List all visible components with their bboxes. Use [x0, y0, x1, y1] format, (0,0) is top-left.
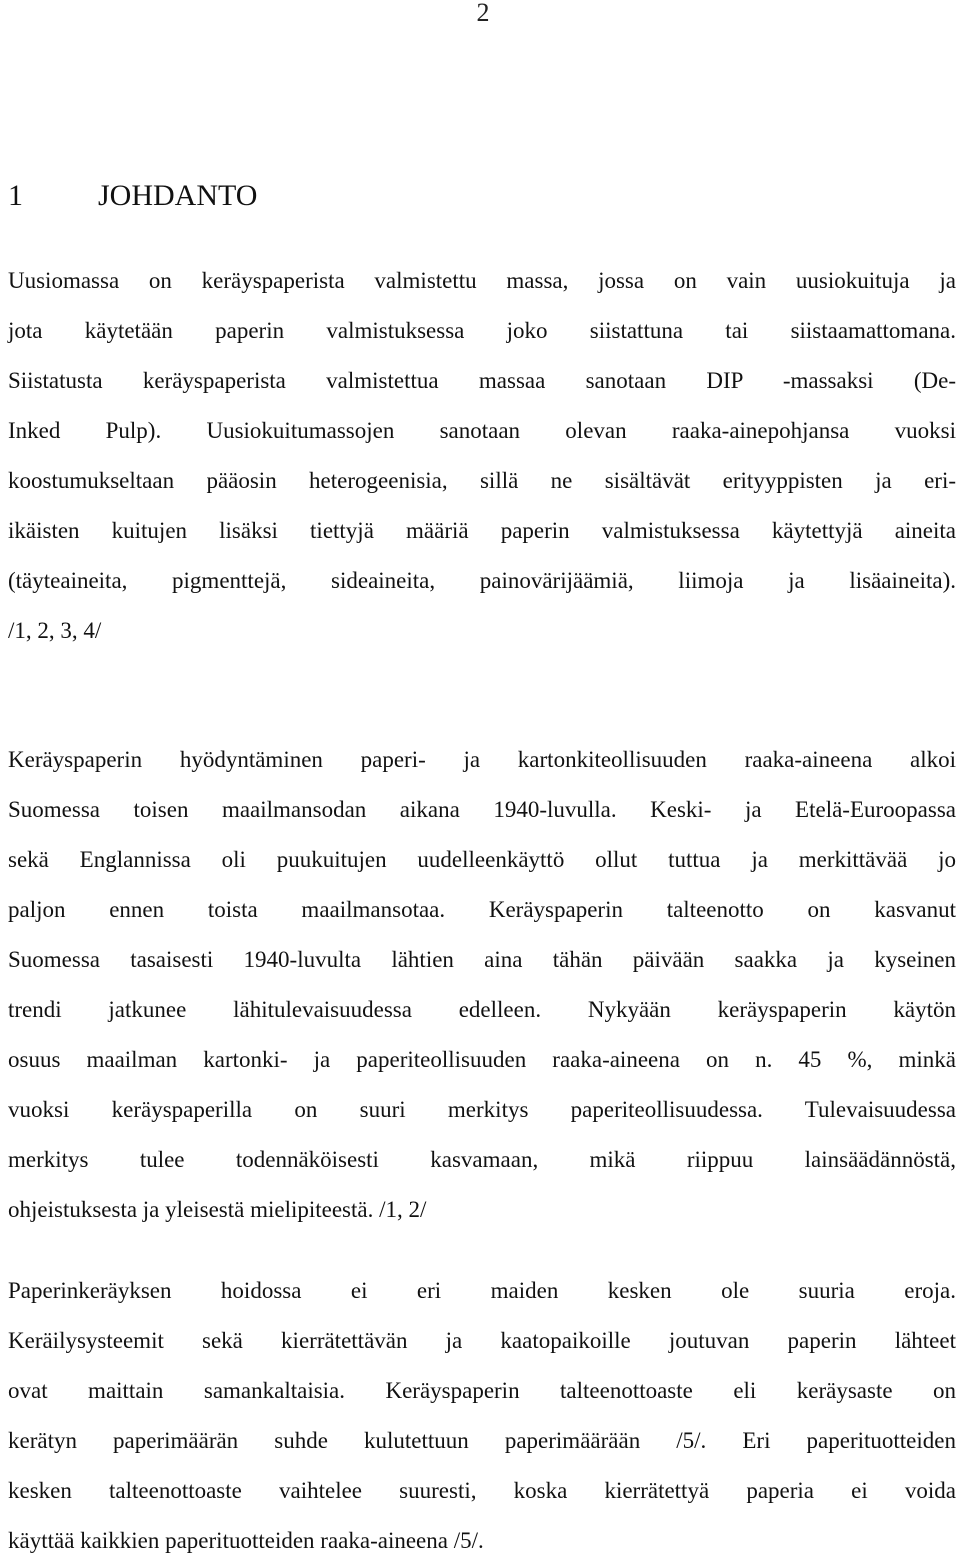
text-line: (täyteaineita, pigmenttejä, sideaineita, painovärijäämiä, liimoja ja lisäaineita).	[8, 568, 956, 593]
chapter-number: 1	[8, 179, 23, 212]
paragraph-collection	[8, 1266, 956, 1566]
text-line: paljon ennen toista maailmansotaa. Keräyspaperin talteenotto on kasvanut	[8, 897, 956, 922]
paragraph-intro	[8, 256, 956, 656]
text-line: Suomessa tasaisesti 1940-luvulta lähtien aina tähän päivään saakka ja kyseinen	[8, 947, 956, 972]
text-line: jota käytetään paperin valmistuksessa joko siistattuna tai siistaamattomana.	[8, 318, 956, 343]
text-line: ohjeistuksesta ja yleisestä mielipiteestä. /1, 2/	[8, 1197, 427, 1222]
text-line: Siistatusta keräyspaperista valmistettua massaa sanotaan DIP -massaksi (De-	[8, 368, 956, 393]
text-line: käyttää kaikkien paperituotteiden raaka-aineena /5/.	[8, 1528, 484, 1553]
chapter-heading	[8, 176, 257, 216]
text-line: sekä Englannissa oli puukuitujen uudelleenkäyttö ollut tuttua ja merkittävää jo	[8, 847, 956, 872]
text-line: kerätyn paperimäärän suhde kulutettuun paperimäärään /5/. Eri paperituotteiden	[8, 1428, 956, 1453]
text-line: Keräilysysteemit sekä kierrätettävän ja kaatopaikoille joutuvan paperin lähteet	[8, 1328, 956, 1353]
text-line: Inked Pulp). Uusiokuitumassojen sanotaan olevan raaka-ainepohjansa vuoksi	[8, 418, 956, 443]
page-number: 2	[476, 0, 490, 27]
text-line: vuoksi keräyspaperilla on suuri merkitys paperiteollisuudessa. Tulevaisuudessa	[8, 1097, 956, 1122]
text-line: Suomessa toisen maailmansodan aikana 1940-luvulla. Keski- ja Etelä-Euroopassa	[8, 797, 956, 822]
text-line: ikäisten kuitujen lisäksi tiettyjä määriä paperin valmistuksessa käytettyjä aineita	[8, 518, 956, 543]
text-line: koostumukseltaan pääosin heterogeenisia, sillä ne sisältävät erityyppisten ja eri-	[8, 468, 956, 493]
text-line: /1, 2, 3, 4/	[8, 618, 102, 643]
text-line: Paperinkeräyksen hoidossa ei eri maiden kesken ole suuria eroja.	[8, 1278, 956, 1303]
chapter-title: JOHDANTO	[98, 179, 258, 212]
text-line: trendi jatkunee lähitulevaisuudessa edelleen. Nykyään keräyspaperin käytön	[8, 997, 956, 1022]
text-line: ovat maittain samankaltaisia. Keräyspaperin talteenottoaste eli keräysaste on	[8, 1378, 956, 1403]
text-line: osuus maailman kartonki- ja paperiteollisuuden raaka-aineena on n. 45 %, minkä	[8, 1047, 956, 1072]
text-line: Uusiomassa on keräyspaperista valmistettu massa, jossa on vain uusiokuituja ja	[8, 268, 956, 293]
text-line: kesken talteenottoaste vaihtelee suuresti, koska kierrätettyä paperia ei voida	[8, 1478, 956, 1503]
text-line: merkitys tulee todennäköisesti kasvamaan, mikä riippuu lainsäädännöstä,	[8, 1147, 956, 1172]
text-line: Keräyspaperin hyödyntäminen paperi- ja kartonkiteollisuuden raaka-aineena alkoi	[8, 747, 956, 772]
paragraph-history	[8, 735, 956, 1235]
